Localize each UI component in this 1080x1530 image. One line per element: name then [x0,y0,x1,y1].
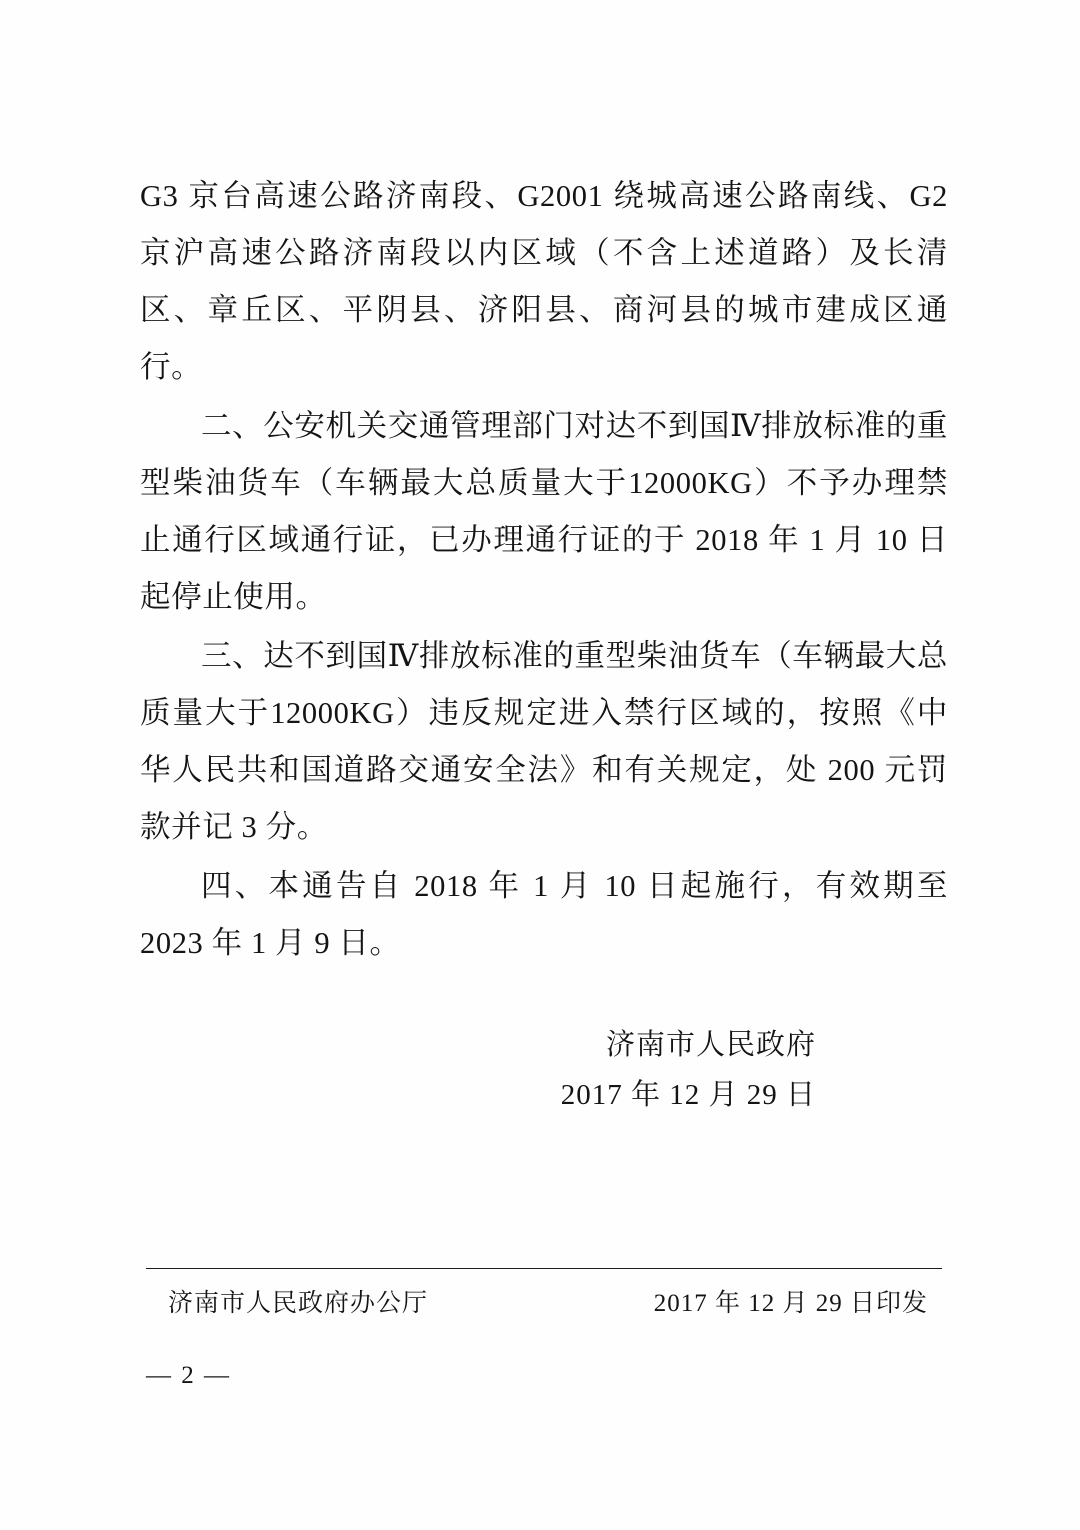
signature-block [140,1020,948,1120]
page-number: — 2 — [146,1362,231,1389]
document-body [140,168,948,974]
footer-print-date: 2017 年 12 月 29 日印发 [653,1290,928,1317]
paragraph-article-four: 四、本通告自 2018 年 1 月 10 日起施行，有效期至 2023 年 1 月 9 日。 [140,869,948,960]
footer-office: 济南市人民政府办公厅 [168,1290,429,1317]
paragraph-article-two: 二、公安机关交通管理部门对达不到国Ⅳ排放标准的重型柴油货车（车辆最大总质量大于12000KG）不予办理禁止通行区域通行证，已办理通行证的于 2018 年 1 月 10 日起停止使用。 [140,409,948,614]
document-footer [146,1278,942,1324]
footer-divider [146,1268,942,1269]
signature-issuer: 济南市人民政府 [605,1029,816,1061]
signature-date: 2017 年 12 月 29 日 [560,1079,816,1111]
paragraph-continuation: G3 京台高速公路济南段、G2001 绕城高速公路南线、G2 京沪高速公路济南段以内区域（不含上述道路）及长清区、章丘区、平阴县、济阳县、商河县的城市建成区通行。 [140,179,948,384]
paragraph-article-three: 三、达不到国Ⅳ排放标准的重型柴油货车（车辆最大总质量大于12000KG）违反规定进入禁行区域的，按照《中华人民共和国道路交通安全法》和有关规定，处 200 元罚款并记 3 分。 [140,639,948,844]
